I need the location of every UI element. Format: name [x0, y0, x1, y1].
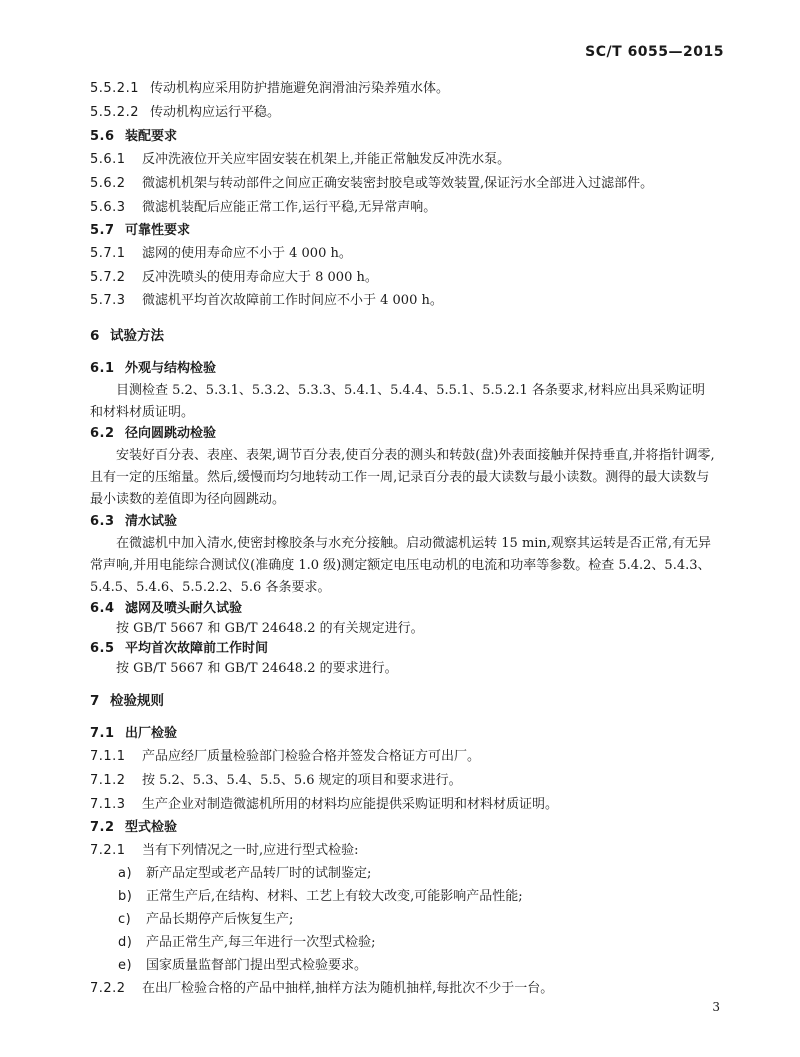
- clause-number: 6.3: [90, 514, 115, 529]
- clause-number: 5.7: [90, 223, 115, 238]
- clause-number: 6.5: [90, 641, 115, 656]
- clause-text: 在出厂检验合格的产品中抽样,抽样方法为随机抽样,每批次不少于一台。: [142, 981, 554, 996]
- standard-code: SC/T 6055—2015: [585, 44, 724, 60]
- clause-text: 微滤机平均首次故障前工作时间应不小于 4 000 h。: [142, 293, 443, 308]
- clause-text: 当有下列情况之一时,应进行型式检验:: [142, 843, 359, 858]
- list-text: 产品长期停产后恢复生产;: [146, 912, 294, 927]
- clause-text: 微滤机装配后应能正常工作,运行平稳,无异常声响。: [142, 200, 437, 215]
- heading-text: 清水试验: [125, 514, 178, 529]
- clause-text: 生产企业对制造微滤机所用的材料均应能提供采购证明和材料材质证明。: [142, 797, 559, 812]
- clause-number: 7.1.1: [90, 749, 126, 764]
- page-number: 3: [712, 1000, 720, 1014]
- clause-number: 6.4: [90, 601, 115, 616]
- heading-text: 滤网及喷头耐久试验: [125, 601, 243, 616]
- list-marker: e): [118, 958, 133, 973]
- paragraph-6-5: 按 GB/T 5667 和 GB/T 24648.2 的要求进行。: [116, 661, 398, 676]
- clause-number: 6.1: [90, 361, 115, 376]
- list-text: 正常生产后,在结构、材料、工艺上有较大改变,可能影响产品性能;: [146, 889, 523, 904]
- clause-number: 5.6.2: [90, 176, 126, 191]
- list-marker: c): [118, 912, 132, 927]
- clause-text: 滤网的使用寿命应不小于 4 000 h。: [142, 246, 352, 261]
- heading-text: 外观与结构检验: [125, 361, 217, 376]
- paragraph-6-4: 按 GB/T 5667 和 GB/T 24648.2 的有关规定进行。: [116, 621, 424, 636]
- clause-number: 5.7.3: [90, 293, 126, 308]
- clause-number: 7.1.3: [90, 797, 126, 812]
- heading-text: 型式检验: [125, 820, 178, 835]
- paragraph-6-3: 在微滤机中加入清水,使密封橡胶条与水充分接触。启动微滤机运转 15 min,观察其运转是否正常,有无异常声响,并用电能综合测试仪(准确度 1.0 级)测定额定电压电动机的电流和功率等参数。检查 5.4.2、5.4.3、5.4.5、5.4.6、5.5.2.2、5.6 各条要求。: [90, 536, 712, 595]
- clause-number: 7.2.1: [90, 843, 126, 858]
- clause-text: 微滤机机架与转动部件之间应正确安装密封胶皂或等效装置,保证污水全部进入过滤部件。: [142, 176, 654, 191]
- chapter-number: 6: [90, 328, 100, 344]
- heading-text: 装配要求: [125, 129, 178, 144]
- clause-text: 传动机构应采用防护措施避免润滑油污染养殖水体。: [150, 81, 450, 96]
- clause-text: 产品应经厂质量检验部门检验合格并签发合格证方可出厂。: [142, 749, 481, 764]
- clause-number: 5.6.3: [90, 200, 126, 215]
- paragraph-6-1: 目测检查 5.2、5.3.1、5.3.2、5.3.3、5.4.1、5.4.4、5.5.1、5.5.2.1 各条要求,材料应出具采购证明和材料材质证明。: [90, 383, 706, 420]
- clause-number: 5.7.1: [90, 246, 126, 261]
- clause-number: 6.2: [90, 426, 115, 441]
- list-text: 产品正常生产,每三年进行一次型式检验;: [146, 935, 376, 950]
- heading-text: 检验规则: [110, 693, 164, 709]
- list-text: 新产品定型或老产品转厂时的试制鉴定;: [146, 866, 372, 881]
- clause-text: 传动机构应运行平稳。: [150, 105, 281, 120]
- clause-number: 7.1.2: [90, 773, 126, 788]
- list-text: 国家质量监督部门提出型式检验要求。: [146, 958, 368, 973]
- clause-number: 7.1: [90, 726, 115, 741]
- clause-text: 反冲洗喷头的使用寿命应大于 8 000 h。: [142, 270, 378, 285]
- paragraph-6-2: 安装好百分表、表座、表架,调节百分表,使百分表的测头和转鼓(盘)外表面接触并保持垂直,并将指针调零,且有一定的压缩量。然后,缓慢而均匀地转动工作一周,记录百分表的最大读数与最小读数。测得的最大读数与最小读数的差值即为径向圆跳动。: [90, 448, 715, 507]
- clause-number: 5.6.1: [90, 152, 126, 167]
- heading-text: 出厂检验: [125, 726, 178, 741]
- list-marker: d): [118, 935, 133, 950]
- list-marker: b): [118, 889, 133, 904]
- clause-text: 按 5.2、5.3、5.4、5.5、5.6 规定的项目和要求进行。: [142, 773, 462, 788]
- clause-number: 5.5.2.2: [90, 105, 139, 120]
- heading-text: 试验方法: [110, 328, 164, 344]
- clause-number: 5.7.2: [90, 270, 126, 285]
- heading-text: 径向圆跳动检验: [125, 426, 217, 441]
- list-marker: a): [118, 866, 133, 881]
- clause-text: 反冲洗液位开关应牢固安装在机架上,并能正常触发反冲洗水泵。: [142, 152, 511, 167]
- heading-text: 可靠性要求: [125, 223, 191, 238]
- chapter-number: 7: [90, 693, 100, 709]
- clause-number: 5.5.2.1: [90, 81, 139, 96]
- clause-number: 5.6: [90, 129, 115, 144]
- clause-number: 7.2.2: [90, 981, 126, 996]
- heading-text: 平均首次故障前工作时间: [125, 641, 269, 656]
- clause-number: 7.2: [90, 820, 115, 835]
